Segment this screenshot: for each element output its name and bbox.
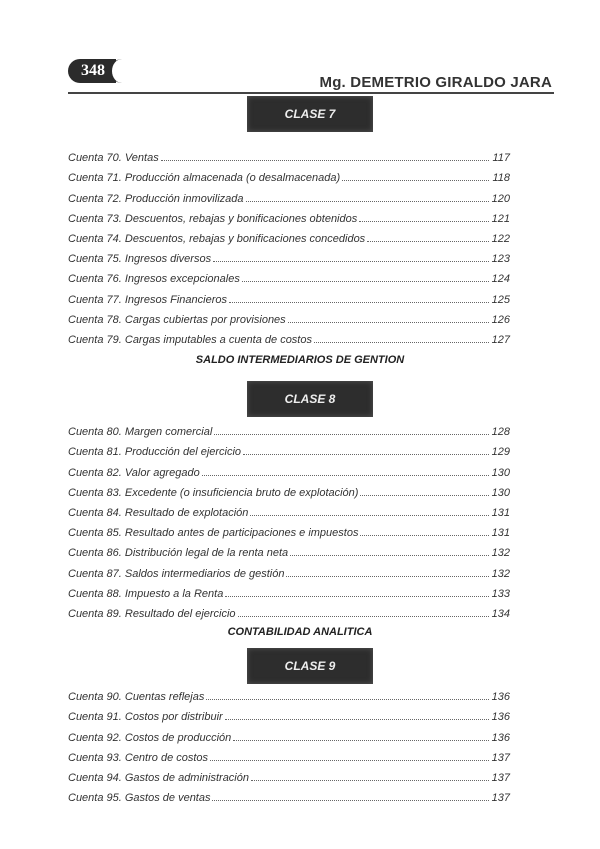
toc-leader-dots: [251, 780, 489, 781]
toc-entry: [68, 744, 510, 764]
toc-entry-page: 129: [491, 446, 510, 459]
toc-leader-dots: [250, 515, 488, 516]
clase-8-toc: [68, 418, 510, 620]
toc-leader-dots: [359, 221, 488, 222]
toc-leader-dots: [213, 261, 489, 262]
toc-entry-page: 118: [492, 172, 510, 185]
toc-entry: [68, 205, 510, 225]
toc-leader-dots: [210, 760, 489, 761]
toc-entry-label: Cuenta 88. Impuesto a la Renta: [68, 587, 224, 600]
toc-entry: [68, 479, 510, 499]
toc-leader-dots: [225, 596, 488, 597]
toc-leader-dots: [229, 302, 489, 303]
toc-entry-label: Cuenta 90. Cuentas reflejas: [68, 691, 205, 704]
clase-7-toc: [68, 144, 510, 346]
toc-entry: [68, 326, 510, 346]
toc-entry-page: 131: [491, 527, 510, 540]
toc-leader-dots: [206, 699, 488, 700]
toc-entry-page: 132: [491, 567, 510, 580]
toc-entry: [68, 499, 510, 519]
toc-entry: [68, 306, 510, 326]
header-divider: [68, 92, 554, 94]
toc-leader-dots: [367, 241, 488, 242]
toc-entry: [68, 519, 510, 539]
toc-entry-label: Cuenta 71. Producción almacenada (o desalmacenada): [68, 172, 341, 185]
toc-entry-label: Cuenta 93. Centro de costos: [68, 751, 209, 764]
toc-entry: [68, 559, 510, 579]
toc-entry-page: 136: [491, 731, 510, 744]
toc-entry-label: Cuenta 72. Producción inmovilizada: [68, 192, 244, 205]
toc-entry-label: Cuenta 75. Ingresos diversos: [68, 253, 212, 266]
toc-entry-page: 124: [491, 273, 510, 286]
toc-entry-page: 130: [491, 486, 510, 499]
toc-leader-dots: [161, 160, 490, 161]
toc-entry-page: 126: [491, 313, 510, 326]
toc-leader-dots: [242, 281, 489, 282]
toc-entry-page: 125: [491, 293, 510, 306]
toc-leader-dots: [212, 800, 488, 801]
toc-leader-dots: [243, 454, 489, 455]
clase-7-heading: CLASE 7: [247, 96, 373, 132]
toc-entry-label: Cuenta 80. Margen comercial: [68, 426, 213, 439]
toc-leader-dots: [225, 719, 489, 720]
toc-entry-page: 136: [491, 691, 510, 704]
toc-entry-page: 134: [491, 607, 510, 620]
toc-entry-page: 128: [491, 426, 510, 439]
toc-entry-page: 132: [491, 547, 510, 560]
toc-entry-page: 137: [491, 792, 510, 805]
toc-entry: [68, 184, 510, 204]
toc-entry: [68, 418, 510, 438]
toc-entry-label: Cuenta 78. Cargas cubiertas por provisiones: [68, 313, 286, 326]
toc-leader-dots: [290, 555, 489, 556]
author-name: Mg. DEMETRIO GIRALDO JARA: [319, 74, 552, 91]
toc-entry-label: Cuenta 91. Costos por distribuir: [68, 711, 223, 724]
toc-entry-page: 131: [491, 506, 510, 519]
toc-leader-dots: [202, 475, 489, 476]
toc-entry-label: Cuenta 84. Resultado de explotación: [68, 506, 249, 519]
toc-entry: [68, 245, 510, 265]
toc-entry: [68, 580, 510, 600]
toc-entry-page: 133: [491, 587, 510, 600]
toc-entry-page: 130: [491, 466, 510, 479]
toc-entry-label: Cuenta 95. Gastos de ventas: [68, 792, 211, 805]
toc-entry: [68, 225, 510, 245]
toc-entry-label: Cuenta 70. Ventas: [68, 152, 159, 165]
toc-entry: [68, 539, 510, 559]
toc-entry-label: Cuenta 76. Ingresos excepcionales: [68, 273, 240, 286]
toc-entry-label: Cuenta 85. Resultado antes de participaciones e impuestos: [68, 527, 359, 540]
toc-entry-label: Cuenta 86. Distribución legal de la renta neta: [68, 547, 289, 560]
toc-entry-label: Cuenta 89. Resultado del ejercicio: [68, 607, 236, 620]
toc-entry-page: 137: [491, 771, 510, 784]
toc-entry: [68, 458, 510, 478]
toc-entry: [68, 764, 510, 784]
toc-entry: [68, 438, 510, 458]
toc-entry: [68, 683, 510, 703]
toc-entry-label: Cuenta 81. Producción del ejercicio: [68, 446, 242, 459]
section-title-saldo: SALDO INTERMEDIARIOS DE GENTION: [195, 354, 405, 366]
toc-entry: [68, 703, 510, 723]
page-number: 348: [68, 59, 116, 83]
toc-leader-dots: [286, 576, 488, 577]
toc-entry: [68, 144, 510, 164]
toc-leader-dots: [214, 434, 488, 435]
toc-entry-label: Cuenta 82. Valor agregado: [68, 466, 200, 479]
toc-entry: [68, 265, 510, 285]
toc-entry-label: Cuenta 83. Excedente (o insuficiencia bruto de explotación): [68, 486, 359, 499]
toc-leader-dots: [238, 616, 489, 617]
toc-leader-dots: [288, 322, 489, 323]
clase-9-toc: [68, 683, 510, 804]
toc-leader-dots: [314, 342, 489, 343]
toc-leader-dots: [360, 495, 488, 496]
toc-entry-label: Cuenta 73. Descuentos, rebajas y bonificaciones obtenidos: [68, 212, 358, 225]
toc-entry: [68, 164, 510, 184]
toc-entry-page: 136: [491, 711, 510, 724]
toc-leader-dots: [233, 740, 488, 741]
toc-entry-label: Cuenta 87. Saldos intermediarios de gestión: [68, 567, 285, 580]
toc-entry-page: 123: [491, 253, 510, 266]
toc-entry-page: 122: [491, 232, 510, 245]
toc-leader-dots: [342, 180, 489, 181]
toc-entry-page: 137: [491, 751, 510, 764]
toc-entry-label: Cuenta 92. Costos de producción: [68, 731, 232, 744]
toc-entry-page: 117: [492, 152, 510, 165]
toc-entry-page: 120: [491, 192, 510, 205]
toc-leader-dots: [360, 535, 488, 536]
clase-9-heading: CLASE 9: [247, 648, 373, 684]
toc-entry-page: 127: [491, 333, 510, 346]
toc-entry-label: Cuenta 74. Descuentos, rebajas y bonificaciones concedidos: [68, 232, 366, 245]
toc-entry-label: Cuenta 94. Gastos de administración: [68, 771, 249, 784]
toc-entry: [68, 600, 510, 620]
toc-entry-page: 121: [491, 212, 510, 225]
toc-entry-label: Cuenta 79. Cargas imputables a cuenta de costos: [68, 333, 312, 346]
section-title-contabilidad: CONTABILIDAD ANALITICA: [227, 626, 373, 638]
toc-entry-label: Cuenta 77. Ingresos Financieros: [68, 293, 227, 306]
toc-entry: [68, 723, 510, 743]
toc-entry: [68, 285, 510, 305]
toc-leader-dots: [246, 201, 489, 202]
toc-entry: [68, 784, 510, 804]
clase-8-heading: CLASE 8: [247, 381, 373, 417]
